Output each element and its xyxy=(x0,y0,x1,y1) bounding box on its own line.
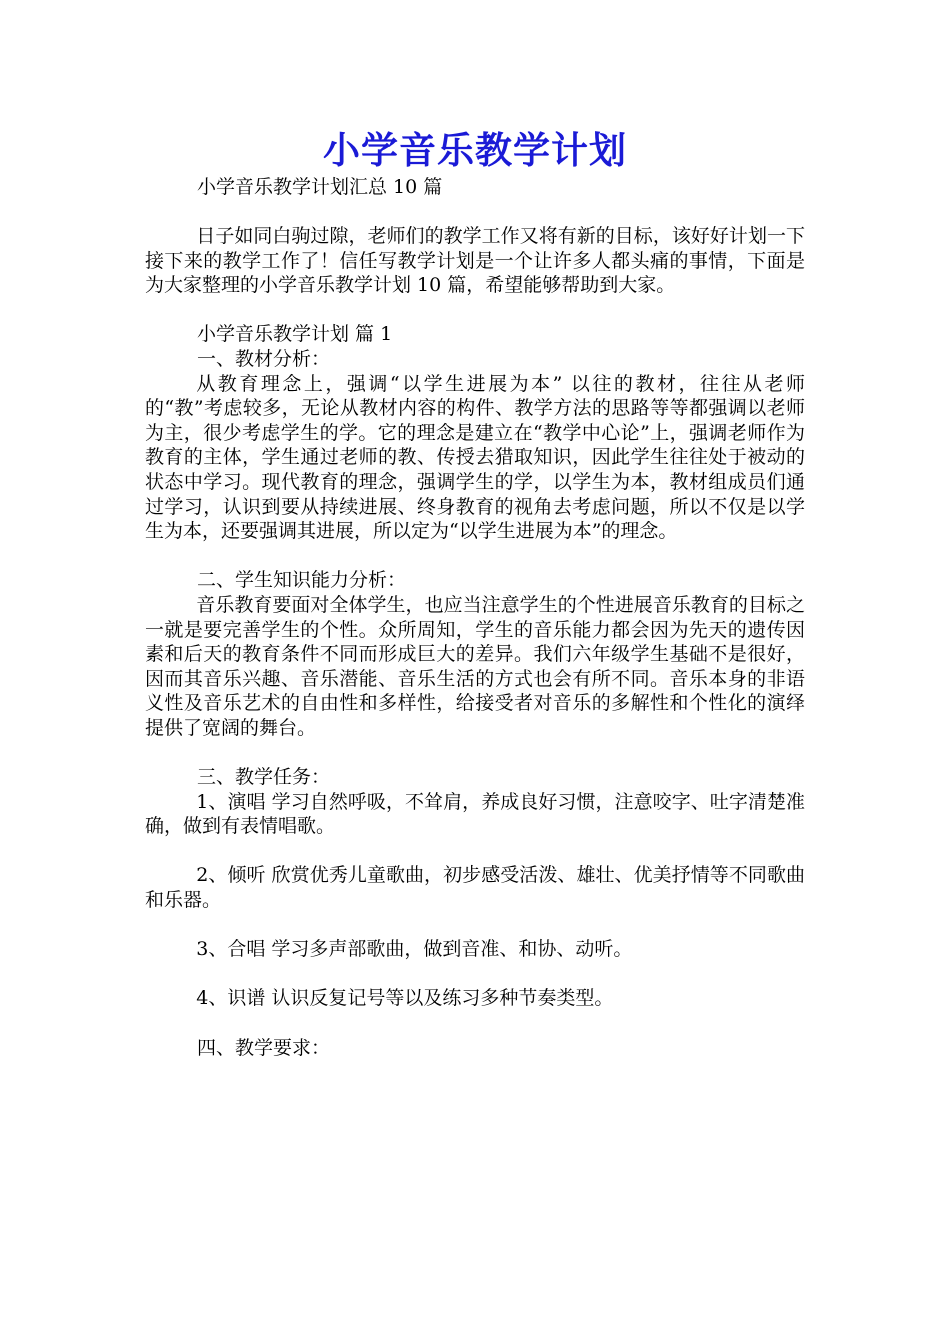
task-item-2: 2、倾听 欣赏优秀儿童歌曲，初步感受活泼、雄壮、优美抒情等不同歌曲和乐器。 xyxy=(145,864,805,912)
intro-paragraph: 日子如同白驹过隙，老师们的教学工作又将有新的目标，该好好计划一下接下来的教学工作了！信任写教学计划是一个让许多人都头痛的事情，下面是为大家整理的小学音乐教学计划 10 篇，希望能够帮助到大家。 xyxy=(145,225,805,297)
task-item-4: 4、识谱 认识反复记号等以及练习多种节奏类型。 xyxy=(196,987,614,1010)
document-title: 小学音乐教学计划 xyxy=(323,128,627,172)
paragraph-textbook-analysis: 从教育理念上，强调“以学生进展为本” 以往的教材，往往从老师的“教”考虑较多，无论从教材内容的构件、教学方法的思路等等都强调以老师为主，很少考虑学生的学。它的理念是建立在“教学中心论”上，强调老师作为教育的主体，学生通过老师的教、传授去猎取知识，因此学生往往处于被动的状态中学习。现代教育的理念，强调学生的学，以学生为本，教材组成员们通过学习，认识到要从持续进展、终身教育的视角去考虑问题，所以不仅是以学生为本，还要强调其进展，所以定为“以学生进展为本”的理念。 xyxy=(145,372,805,543)
chapter-heading: 小学音乐教学计划 篇 1 xyxy=(197,323,393,346)
document-subtitle: 小学音乐教学计划汇总 10 篇 xyxy=(197,176,443,198)
section-heading-2: 二、学生知识能力分析： xyxy=(197,569,407,592)
task-item-1: 1、演唱 学习自然呼吸，不耸肩，养成良好习惯，注意咬字、吐字清楚准确，做到有表情唱歌。 xyxy=(145,790,805,838)
task-item-3: 3、合唱 学习多声部歌曲，做到音准、和协、动听。 xyxy=(196,938,633,961)
section-heading-4: 四、教学要求： xyxy=(197,1036,331,1059)
section-heading-1: 一、教材分析： xyxy=(197,347,331,370)
document-body xyxy=(145,224,805,1060)
section-heading-3: 三、教学任务： xyxy=(197,766,331,789)
paragraph-student-analysis: 音乐教育要面对全体学生，也应当注意学生的个性进展音乐教育的目标之一就是要完善学生的个性。众所周知，学生的音乐能力都会因为先天的遗传因素和后天的教育条件不同而形成巨大的差异。我们六年级学生基础不是很好，因而其音乐兴趣、音乐潜能、音乐生活的方式也会有所不同。音乐本身的非语义性及音乐艺术的自由性和多样性，给接受者对音乐的多解性和个性化的演绎提供了宽阔的舞台。 xyxy=(145,593,805,739)
